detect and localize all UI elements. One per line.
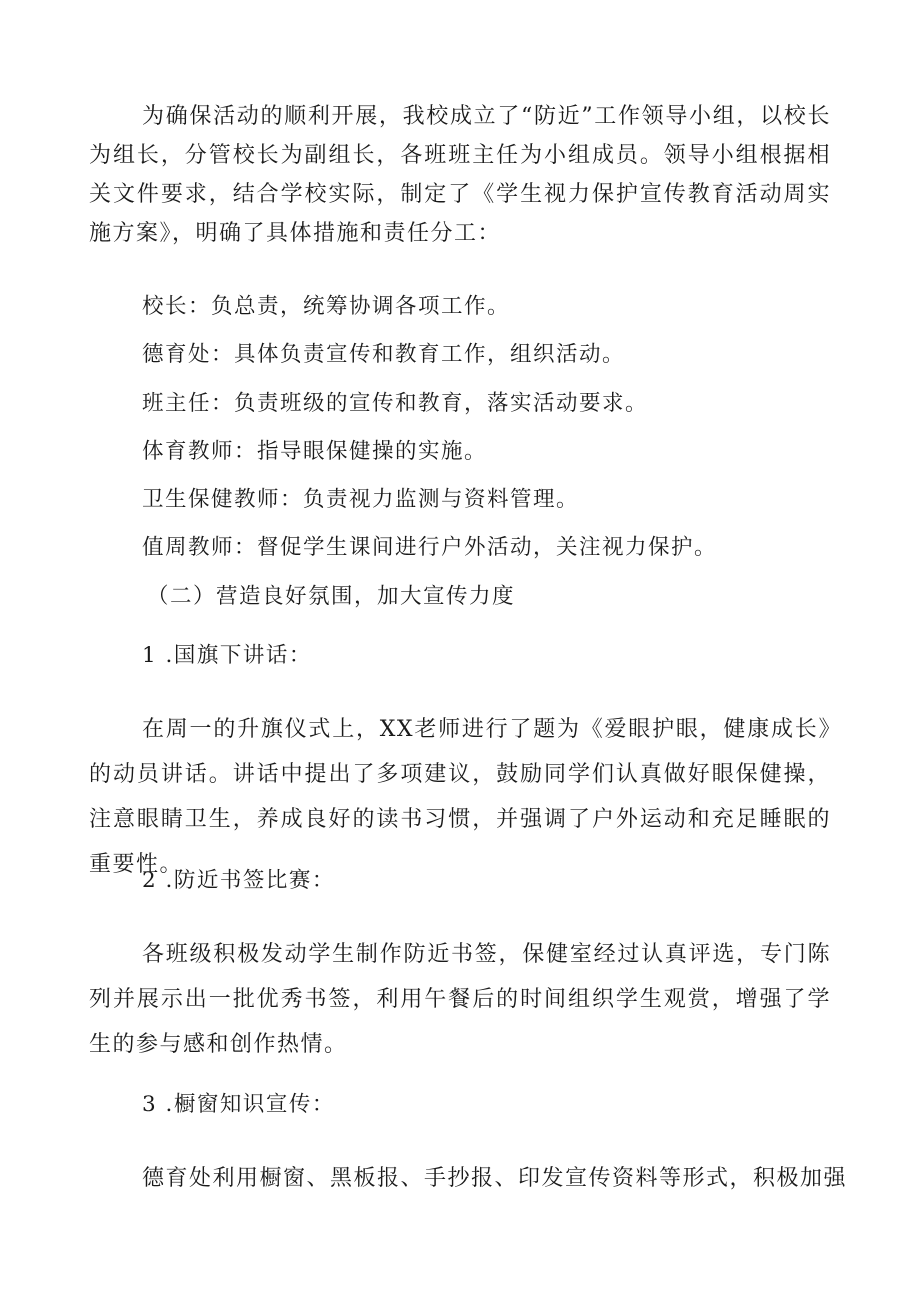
duty-line-health-teacher: 卫生保健教师：负责视力监测与资料管理。 bbox=[142, 487, 580, 512]
duty-line-principal: 校长：负总责，统筹协调各项工作。 bbox=[142, 294, 511, 319]
duty-line-duty-teacher: 值周教师：督促学生课间进行户外活动，关注视力保护。 bbox=[142, 535, 718, 560]
item-title: 2 .防近书签比赛： bbox=[142, 868, 335, 893]
duty-line-moral-office: 德育处：具体负责宣传和教育工作，组织活动。 bbox=[142, 342, 626, 367]
item-title: 1 .国旗下讲话： bbox=[142, 643, 312, 668]
section-heading: （二）营造良好氛围，加大宣传力度 bbox=[147, 584, 516, 609]
item-title: 3 .橱窗知识宣传： bbox=[142, 1092, 335, 1117]
item-body: 各班级积极发动学生制作防近书签，保健室经过认真评选，专门陈列并展示出一批优秀书签，利用午餐后的时间组织学生观赏，增强了学生的参与感和创作热情。 bbox=[89, 942, 831, 1057]
intro-paragraph: 为确保活动的顺利开展，我校成立了“防近”工作领导小组，以校长为组长，分管校长为副组长，各班班主任为小组成员。领导小组根据相关文件要求，结合学校实际，制定了《学生视力保护宣传教育活动周实施方案》，明确了具体措施和责任分工： bbox=[89, 104, 831, 246]
duty-line-class-teacher: 班主任：负责班级的宣传和教育，落实活动要求。 bbox=[142, 391, 649, 416]
duty-line-pe-teacher: 体育教师：指导眼保健操的实施。 bbox=[142, 439, 488, 464]
item-body: 德育处利用橱窗、黑板报、手抄报、印发宣传资料等形式，积极加强 bbox=[142, 1166, 848, 1191]
item-body: 在周一的升旗仪式上，XX老师进行了题为《爱眼护眼，健康成长》的动员讲话。讲话中提出了多项建议，鼓励同学们认真做好眼保健操，注意眼睛卫生，养成良好的读书习惯，并强调了户外运动和充足睡眠的重要性。 bbox=[89, 717, 831, 877]
